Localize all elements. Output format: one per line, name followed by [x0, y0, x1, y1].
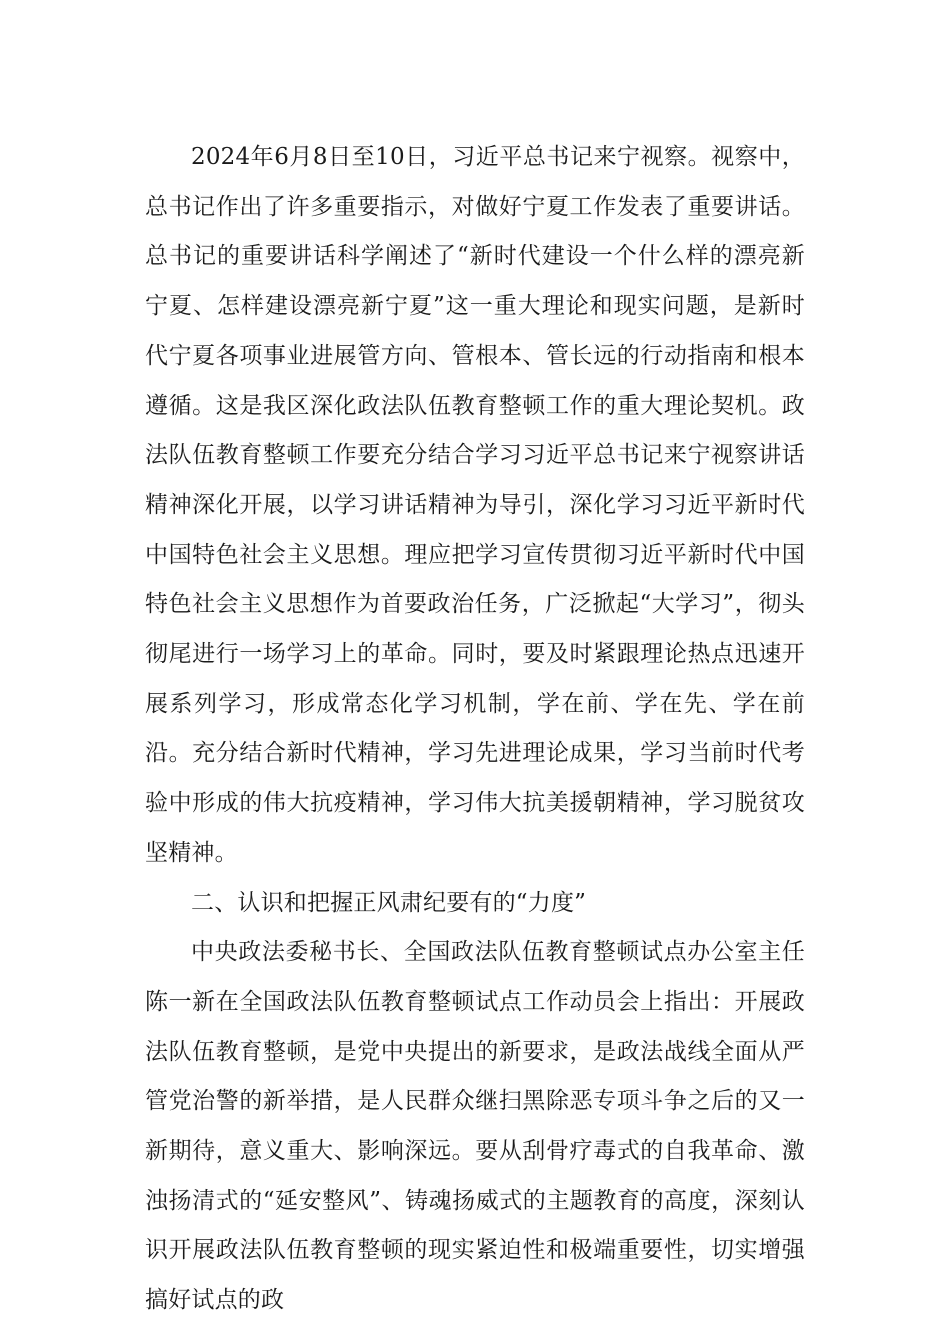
document-body	[145, 133, 805, 1326]
section-heading: 二、认识和把握正风肃纪要有的“力度”	[191, 889, 587, 916]
paragraph-body: 中央政法委秘书长、全国政法队伍教育整顿试点办公室主任陈一新在全国政法队伍教育整顿试点工作动员会上指出：开展政法队伍教育整顿，是党中央提出的新要求，是政法战线全面从严管党治警的新举措，是人民群众继扫黑除恶专项斗争之后的又一新期待，意义重大、影响深远。要从刮骨疗毒式的自我革命、激浊扬清式的“延安整风”、铸魂扬威式的主题教育的高度，深刻认识开展政法队伍教育整顿的现实紧迫性和极端重要性，切实增强搞好试点的政	[145, 939, 805, 1314]
paragraph-intro: 2024年6月8日至10日，习近平总书记来宁视察。视察中，总书记作出了许多重要指示，对做好宁夏工作发表了重要讲话。总书记的重要讲话科学阐述了“新时代建设一个什么样的漂亮新宁夏、怎样建设漂亮新宁夏”这一重大理论和现实问题，是新时代宁夏各项事业进展管方向、管根本、管长远的行动指南和根本遵循。这是我区深化政法队伍教育整顿工作的重大理论契机。政法队伍教育整顿工作要充分结合学习习近平总书记来宁视察讲话精神深化开展，以学习讲话精神为导引，深化学习习近平新时代中国特色社会主义思想。理应把学习宣传贯彻习近平新时代中国特色社会主义思想作为首要政治任务，广泛掀起“大学习”，彻头彻尾进行一场学习上的革命。同时，要及时紧跟理论热点迅速开展系列学习，形成常态化学习机制，学在前、学在先、学在前沿。充分结合新时代精神，学习先进理论成果，学习当前时代考验中形成的伟大抗疫精神，学习伟大抗美援朝精神，学习脱贫攻坚精神。	[145, 144, 805, 866]
